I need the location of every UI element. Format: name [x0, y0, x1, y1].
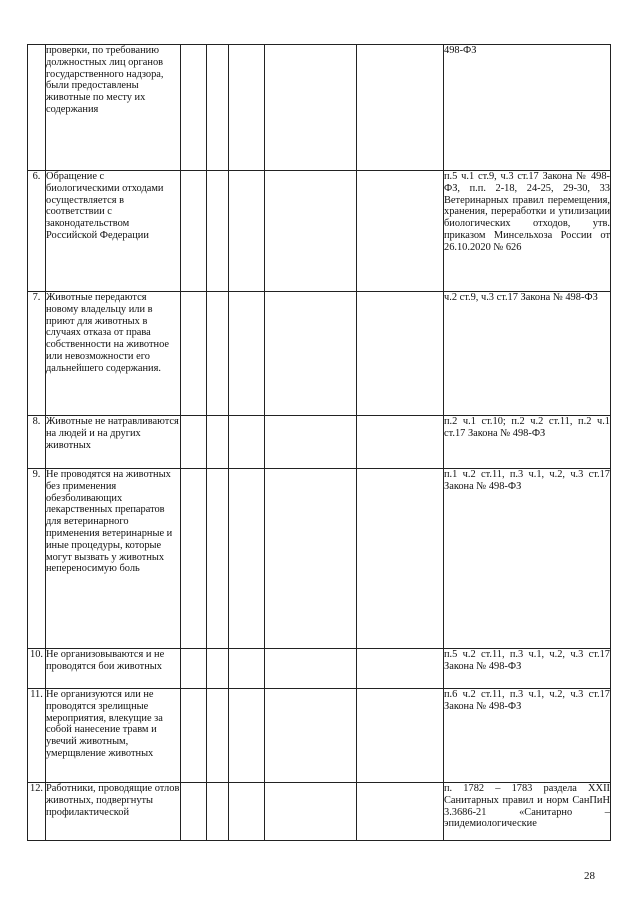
requirement-cell: проверки, по требованию должностных лиц органов государственного надзора, были предоставлены животные по месту их содержания: [46, 45, 181, 171]
requirement-cell: Работники, проводящие отлов животных, подвергнуты профилактической: [46, 783, 181, 841]
requirement-cell: Не организуются или не проводятся зрелищные мероприятия, влекущие за собой нанесение травм и увечий животным, умерщвление животных: [46, 689, 181, 783]
answer-cell-no: [207, 416, 229, 469]
table-row: [28, 689, 611, 783]
row-number: [28, 45, 46, 171]
requirement-cell: Животные не натравливаются на людей и на других животных: [46, 416, 181, 469]
answer-cell-yes: [181, 45, 207, 171]
comment-cell: [265, 469, 357, 649]
answer-cell-no: [207, 45, 229, 171]
row-number: 12.: [28, 783, 46, 841]
answer-cell-na: [229, 171, 265, 292]
table-row: [28, 292, 611, 416]
answer-cell-no: [207, 783, 229, 841]
note-cell: [357, 469, 444, 649]
table-row: [28, 783, 611, 841]
comment-cell: [265, 171, 357, 292]
legal-basis-cell: п.1 ч.2 ст.11, п.3 ч.1, ч.2, ч.3 ст.17 Закона № 498-ФЗ: [444, 469, 611, 649]
requirement-cell: Не проводятся на животных без применения обезболивающих лекарственных препаратов для ветеринарного применения ветеринарные и иные процедуры, которые могут вызвать у животных непереносимую боль: [46, 469, 181, 649]
note-cell: [357, 416, 444, 469]
answer-cell-no: [207, 171, 229, 292]
requirement-cell: Животные передаются новому владельцу или в приют для животных в случаях отказа от права собственности на животное или невозможности его дальнейшего содержания.: [46, 292, 181, 416]
answer-cell-na: [229, 292, 265, 416]
legal-basis-cell: п.6 ч.2 ст.11, п.3 ч.1, ч.2, ч.3 ст.17 Закона № 498-ФЗ: [444, 689, 611, 783]
answer-cell-na: [229, 649, 265, 689]
row-number: 8.: [28, 416, 46, 469]
answer-cell-yes: [181, 292, 207, 416]
answer-cell-no: [207, 292, 229, 416]
table-row: [28, 469, 611, 649]
answer-cell-na: [229, 45, 265, 171]
table-row: [28, 171, 611, 292]
note-cell: [357, 689, 444, 783]
answer-cell-na: [229, 783, 265, 841]
page-number: 28: [584, 870, 595, 882]
legal-basis-cell: п.2 ч.1 ст.10; п.2 ч.2 ст.11, п.2 ч.1 ст.17 Закона № 498-ФЗ: [444, 416, 611, 469]
comment-cell: [265, 783, 357, 841]
legal-basis-cell: п.5 ч.2 ст.11, п.3 ч.1, ч.2, ч.3 ст.17 Закона № 498-ФЗ: [444, 649, 611, 689]
row-number: 7.: [28, 292, 46, 416]
answer-cell-yes: [181, 171, 207, 292]
note-cell: [357, 45, 444, 171]
legal-basis-cell: ч.2 ст.9, ч.3 ст.17 Закона № 498-ФЗ: [444, 292, 611, 416]
answer-cell-na: [229, 416, 265, 469]
table-row: [28, 45, 611, 171]
answer-cell-yes: [181, 416, 207, 469]
answer-cell-no: [207, 469, 229, 649]
answer-cell-na: [229, 689, 265, 783]
comment-cell: [265, 45, 357, 171]
requirement-cell: Обращение с биологическими отходами осуществляется в соответствии с законодательством Российской Федерации: [46, 171, 181, 292]
legal-basis-cell: п.5 ч.1 ст.9, ч.3 ст.17 Закона № 498-ФЗ, п.п. 2-18, 24-25, 29-30, 33 Ветеринарных правил перемещения, хранения, переработки и утилизации биологических отходов, утв. приказом Минсельхоза России от 26.10.2020 № 626: [444, 171, 611, 292]
note-cell: [357, 783, 444, 841]
comment-cell: [265, 649, 357, 689]
row-number: 9.: [28, 469, 46, 649]
comment-cell: [265, 689, 357, 783]
note-cell: [357, 649, 444, 689]
row-number: 6.: [28, 171, 46, 292]
row-number: 10.: [28, 649, 46, 689]
answer-cell-na: [229, 469, 265, 649]
note-cell: [357, 171, 444, 292]
requirement-cell: Не организовываются и не проводятся бои животных: [46, 649, 181, 689]
answer-cell-yes: [181, 649, 207, 689]
table-row: [28, 649, 611, 689]
checklist-table: [27, 44, 611, 841]
legal-basis-cell: 498-ФЗ: [444, 45, 611, 171]
answer-cell-yes: [181, 783, 207, 841]
comment-cell: [265, 292, 357, 416]
note-cell: [357, 292, 444, 416]
answer-cell-no: [207, 649, 229, 689]
answer-cell-no: [207, 689, 229, 783]
legal-basis-cell: п. 1782 – 1783 раздела XXII Санитарных правил и норм СанПиН 3.3686-21 «Санитарно – эпидемиологические: [444, 783, 611, 841]
table-row: [28, 416, 611, 469]
answer-cell-yes: [181, 689, 207, 783]
row-number: 11.: [28, 689, 46, 783]
comment-cell: [265, 416, 357, 469]
answer-cell-yes: [181, 469, 207, 649]
